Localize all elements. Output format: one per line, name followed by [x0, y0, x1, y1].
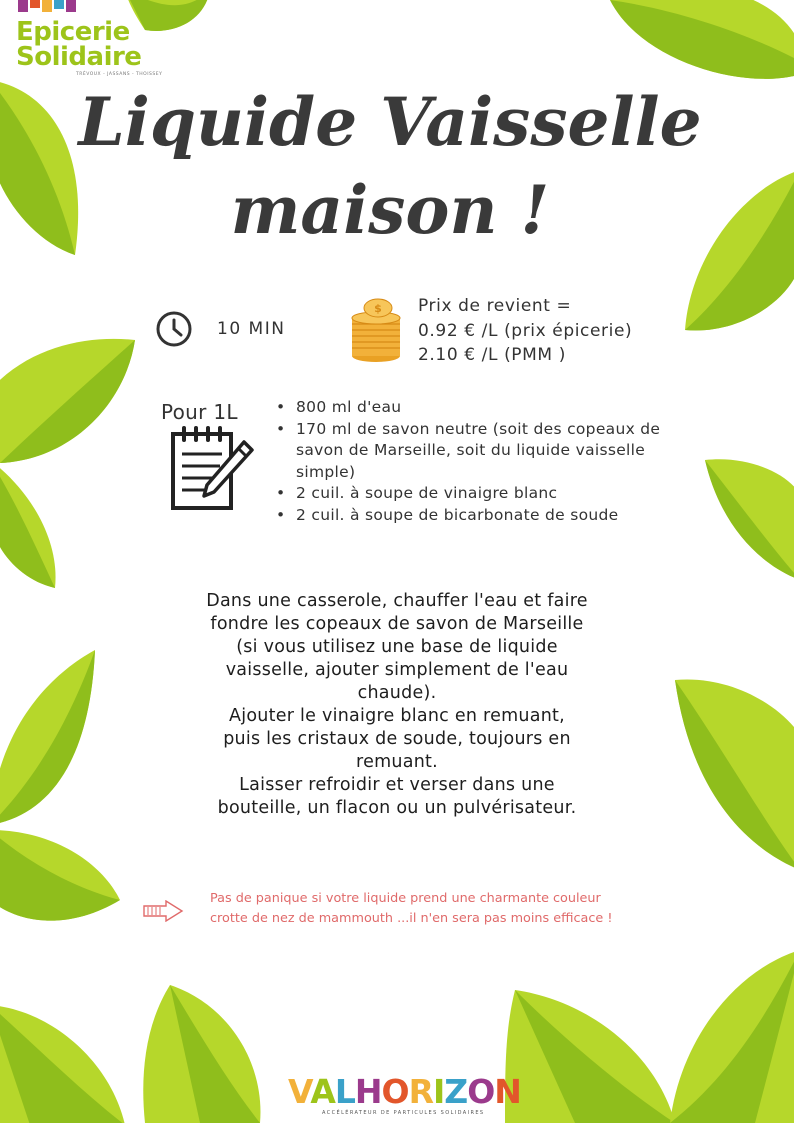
logo-blocks-icon: [18, 0, 78, 16]
instruction-line: puis les cristaux de soude, toujours en: [223, 729, 571, 749]
epicerie-solidaire-logo: [16, 0, 166, 84]
leaf-right-lower-icon: [670, 675, 794, 875]
logo-subtitle: TRÉVOUX - JASSANS - THOISSEY: [76, 72, 163, 77]
clock-icon: [155, 310, 193, 348]
price-pmm: 2.10 € /L (PMM ): [418, 345, 566, 365]
note-line2: crotte de nez de mammouth ...il n'en sera pas moins efficace !: [210, 911, 613, 926]
title-line1: Liquide Vaisselle: [78, 83, 702, 161]
price-block: [418, 294, 632, 368]
leaf-right-mid-icon: [700, 455, 794, 585]
prep-time: 10 MIN: [217, 319, 286, 339]
brand-tagline: ACCÉLÉRATEUR DE PARTICULES SOLIDAIRES: [322, 1110, 485, 1116]
instructions: [170, 590, 624, 820]
leaf-left-mid2-icon: [0, 460, 70, 590]
notepad-pencil-icon: [170, 424, 254, 514]
quantity-label: Pour 1L: [161, 400, 238, 424]
title-line2: maison !: [230, 171, 550, 249]
leaf-left-lower2-icon: [0, 830, 125, 930]
instruction-line: vaisselle, ajouter simplement de l'eau: [225, 660, 569, 680]
ingredient-list: [276, 397, 676, 526]
leaf-bottom-mid-icon: [505, 990, 680, 1123]
note-text: [210, 889, 613, 929]
instruction-line: fondre les copeaux de savon de Marseille: [210, 614, 584, 634]
instruction-line: bouteille, un flacon ou un pulvérisateur.: [217, 798, 577, 818]
page-title: [70, 78, 710, 254]
leaf-bottom-midleft-icon: [140, 985, 265, 1123]
leaf-bottom-right-icon: [665, 950, 794, 1123]
logo-line1: Epicerie: [16, 17, 130, 47]
ingredient-item: • 2 cuil. à soupe de bicarbonate de soude: [276, 505, 676, 527]
arrow-right-icon: [142, 900, 184, 922]
leaf-left-mid-icon: [0, 335, 140, 465]
leaf-top-right-icon: [600, 0, 794, 90]
instruction-line: Dans une casserole, chauffer l'eau et faire: [206, 591, 588, 611]
valhorizon-logo: [286, 1072, 521, 1120]
leaf-bottom-left-icon: [0, 1000, 130, 1123]
ingredient-item: • 800 ml d'eau: [276, 397, 676, 419]
coins-icon: [350, 298, 402, 364]
svg-text:$: $: [374, 302, 382, 315]
instruction-line: Ajouter le vinaigre blanc en remuant,: [229, 706, 565, 726]
instruction-line: (si vous utilisez une base de liquide: [236, 637, 558, 657]
note-line1: Pas de panique si votre liquide prend une charmante couleur: [210, 891, 601, 906]
logo-line2: Solidaire: [16, 42, 142, 72]
ingredient-item: • 170 ml de savon neutre (soit des copeaux de savon de Marseille, soit du liquide vaisselle simple): [276, 419, 676, 484]
instruction-line: chaude).: [357, 683, 437, 703]
price-epicerie: 0.92 € /L (prix épicerie): [418, 320, 633, 341]
brand-name: VALHORIZON: [288, 1072, 521, 1111]
ingredient-item: • 2 cuil. à soupe de vinaigre blanc: [276, 483, 676, 505]
price-label: Prix de revient =: [418, 296, 572, 316]
instruction-line: remuant.: [356, 752, 438, 772]
instruction-line: Laisser refroidir et verser dans une: [239, 775, 555, 795]
leaf-left-lower-icon: [0, 650, 100, 830]
